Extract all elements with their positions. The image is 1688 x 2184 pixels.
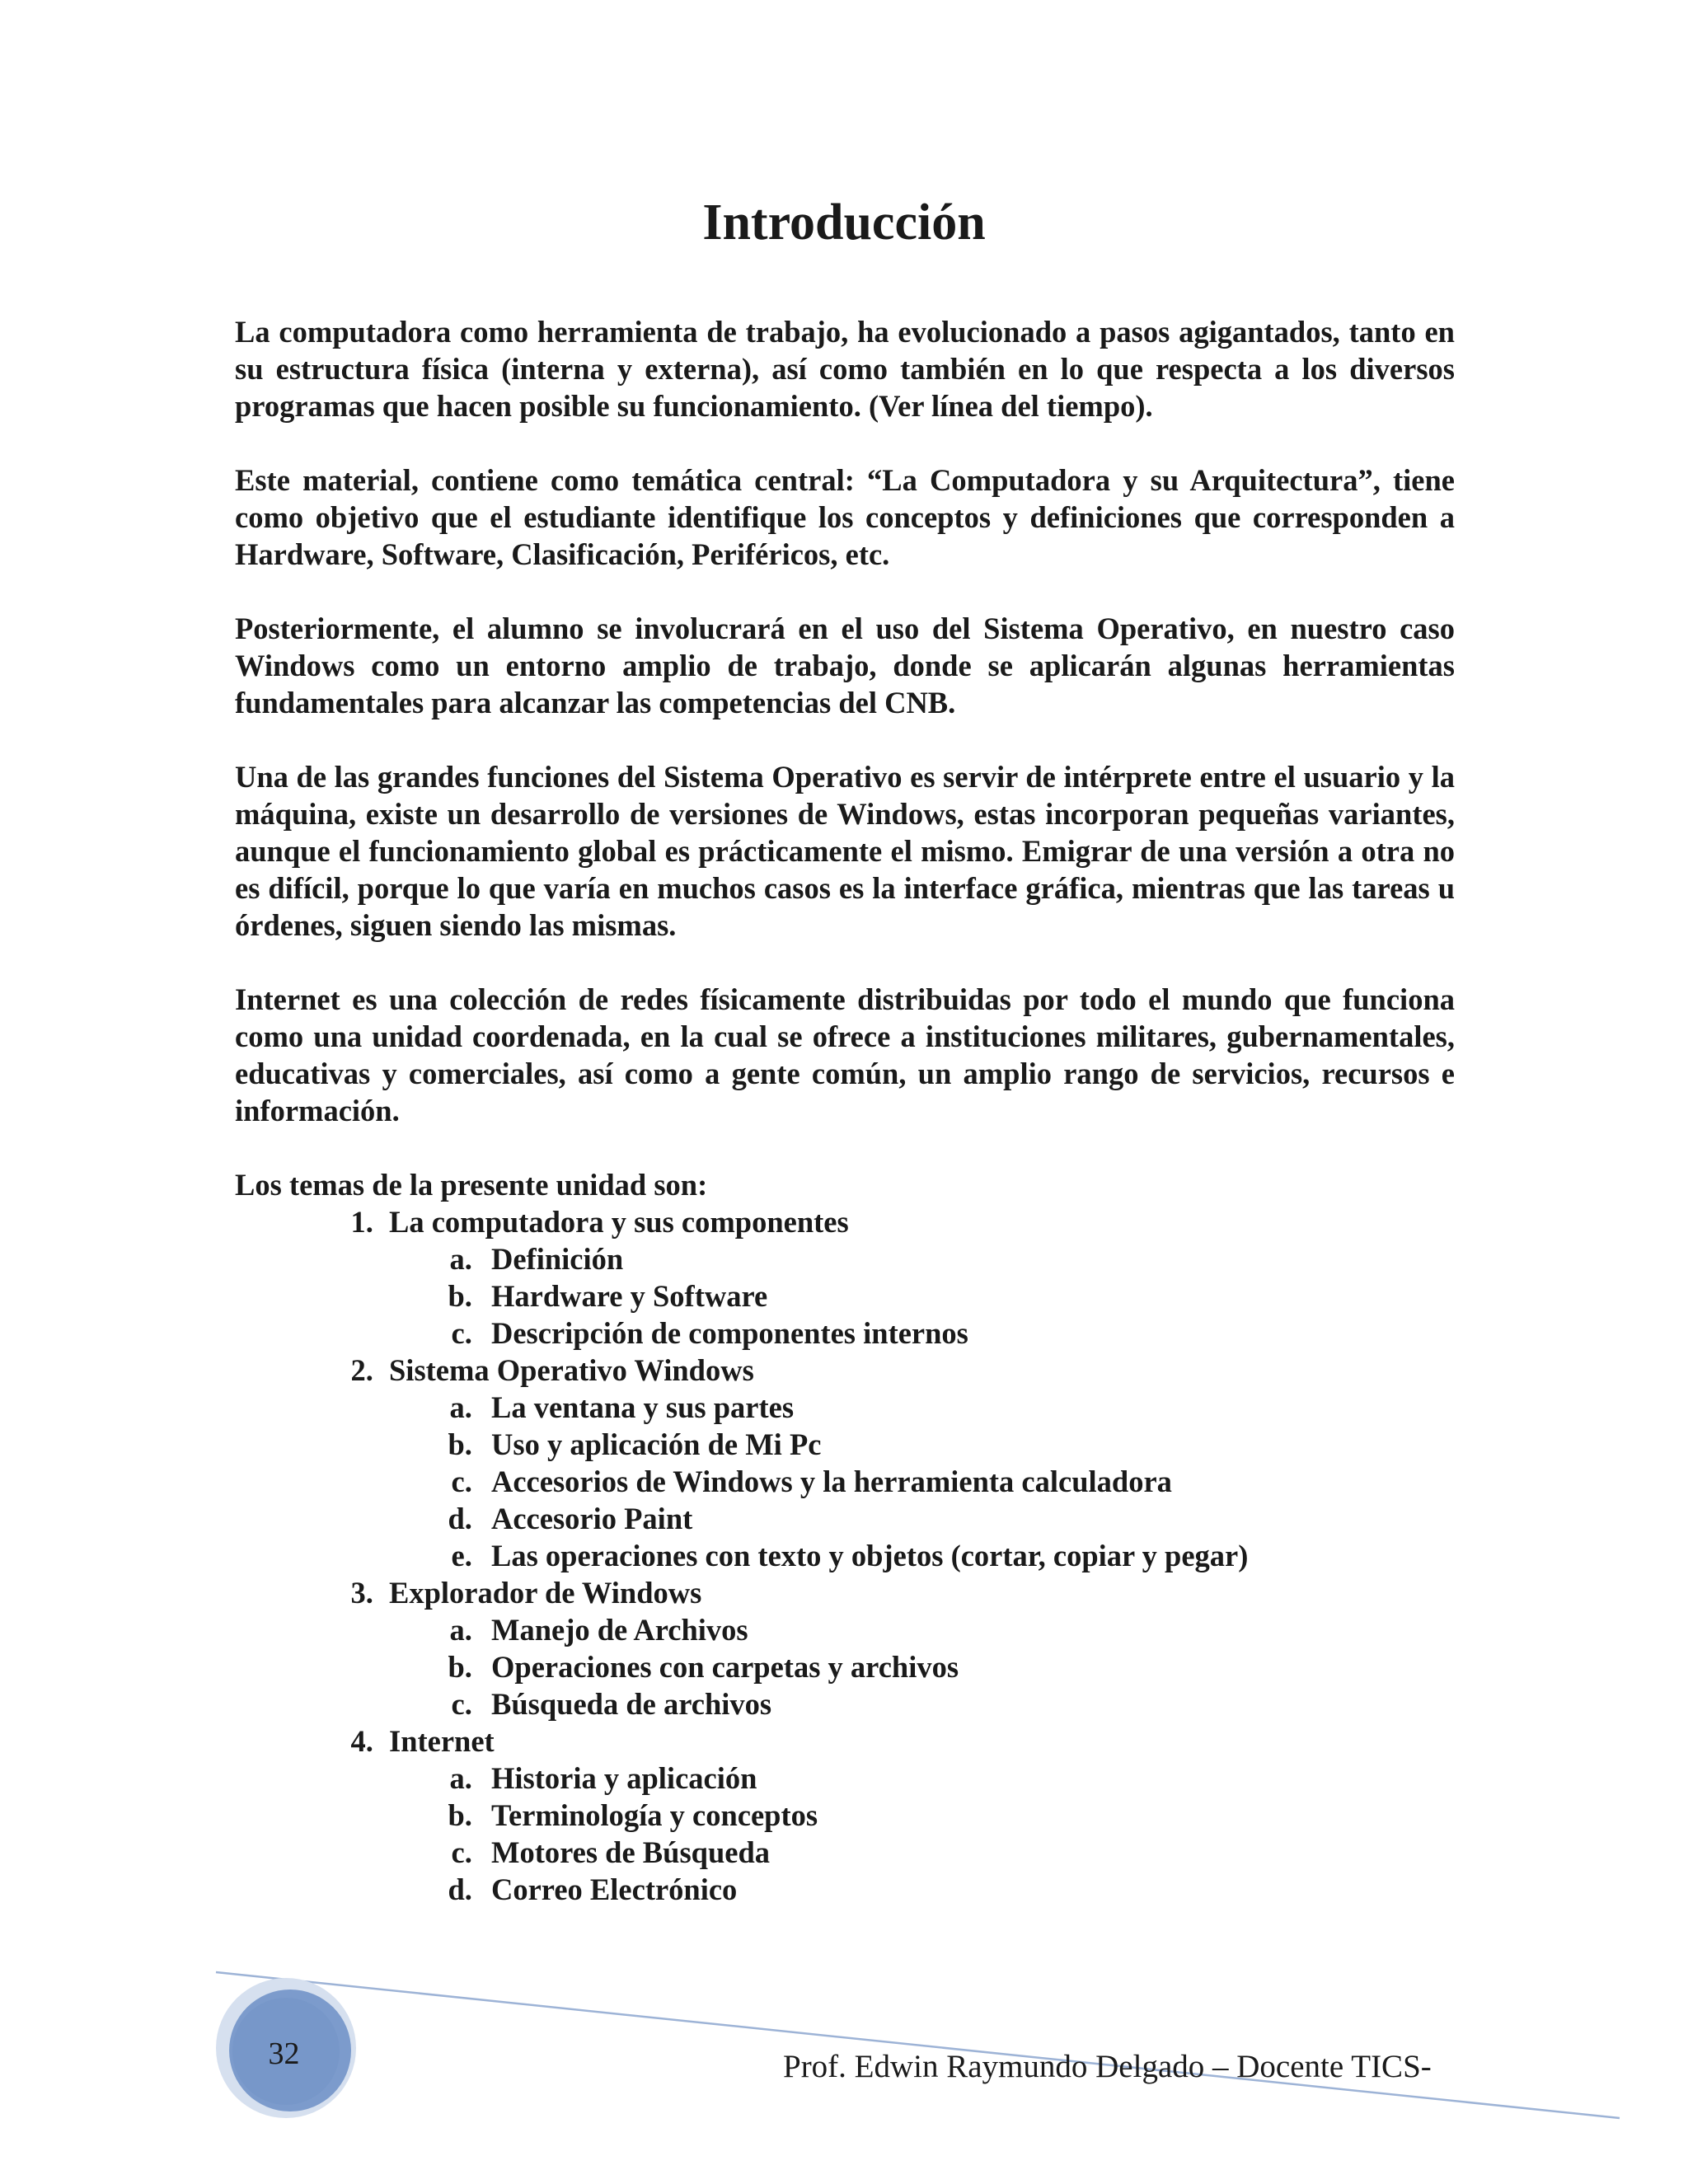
paragraph: Internet es una colección de redes físicamente distribuidas por todo el mundo que funciona como una unidad coordenada, en la cual se ofrece a instituciones militares, gubernamentales, educativas y comerciales, así como a gente común, un amplio rango de servicios, recursos e información. xyxy=(235,982,1455,1127)
paragraph: Posteriormente, el alumno se involucrará en el uso del Sistema Operativo, en nuestro caso Windows como un entorno amplio de trabajo, donde se aplicarán algunas herramientas fundamentales para alcanzar las competencias del CNB. xyxy=(235,612,1455,719)
subtopic-item: d. Accesorio Paint xyxy=(480,1500,1455,1537)
topic-label: La computadora y sus componentes xyxy=(389,1205,849,1239)
subtopic-item: a. La ventana y sus partes xyxy=(480,1389,1455,1426)
paragraph: La computadora como herramienta de trabajo, ha evolucionado a pasos agigantados, tanto en su estructura física (interna y externa), así como también en lo que respecta a los diversos programas que hacen posible su funcionamiento. (Ver línea del tiempo). xyxy=(235,315,1455,423)
subtopic-item: b. Hardware y Software xyxy=(480,1277,1455,1315)
subtopic-item: b. Uso y aplicación de Mi Pc xyxy=(480,1426,1455,1463)
page-number: 32 xyxy=(268,2036,300,2071)
subtopic-item: a. Definición xyxy=(480,1240,1455,1277)
topic-label: Explorador de Windows xyxy=(389,1576,702,1610)
footer-author: Prof. Edwin Raymundo Delgado – Docente TICS- xyxy=(783,2049,1432,2084)
footer-rule-line xyxy=(216,1972,1620,2118)
subtopic-item: b. Terminología y conceptos xyxy=(480,1797,1455,1834)
subtopic-item: b. Operaciones con carpetas y archivos xyxy=(480,1648,1455,1685)
subtopic-item: c. Búsqueda de archivos xyxy=(480,1685,1455,1722)
subtopic-item: a. Historia y aplicación xyxy=(480,1760,1455,1797)
subtopic-item: c. Accesorios de Windows y la herramienta calculadora xyxy=(480,1463,1455,1500)
subtopic-item: c. Descripción de componentes internos xyxy=(480,1315,1455,1352)
subtopic-item: e. Las operaciones con texto y objetos (cortar, copiar y pegar) xyxy=(480,1537,1455,1574)
topic-label: Sistema Operativo Windows xyxy=(389,1353,754,1387)
subtopic-item: c. Motores de Búsqueda xyxy=(480,1834,1455,1871)
subtopic-item: d. Correo Electrónico xyxy=(480,1871,1455,1908)
topics-intro: Los temas de la presente unidad son: xyxy=(235,1168,708,1202)
topic-label: Internet xyxy=(389,1724,495,1758)
paragraph: Una de las grandes funciones del Sistema Operativo es servir de intérprete entre el usuario y la máquina, existe un desarrollo de versiones de Windows, estas incorporan pequeñas variantes, aunque el funcionamiento global es prácticamente el mismo. Emigrar de una versión a otra no es difícil, porque lo que varía en muchos casos es la interface gráfica, mientras que las tareas u órdenes, siguen siendo las mismas. xyxy=(235,760,1455,942)
subtopic-item: a. Manejo de Archivos xyxy=(480,1611,1455,1648)
page-title: Introducción xyxy=(702,194,986,251)
paragraph: Este material, contiene como temática central: “La Computadora y su Arquitectura”, tiene como objetivo que el estudiante identifique los conceptos y definiciones que corresponden a Hardware, Software, Clasificación, Periféricos, etc. xyxy=(235,463,1455,571)
